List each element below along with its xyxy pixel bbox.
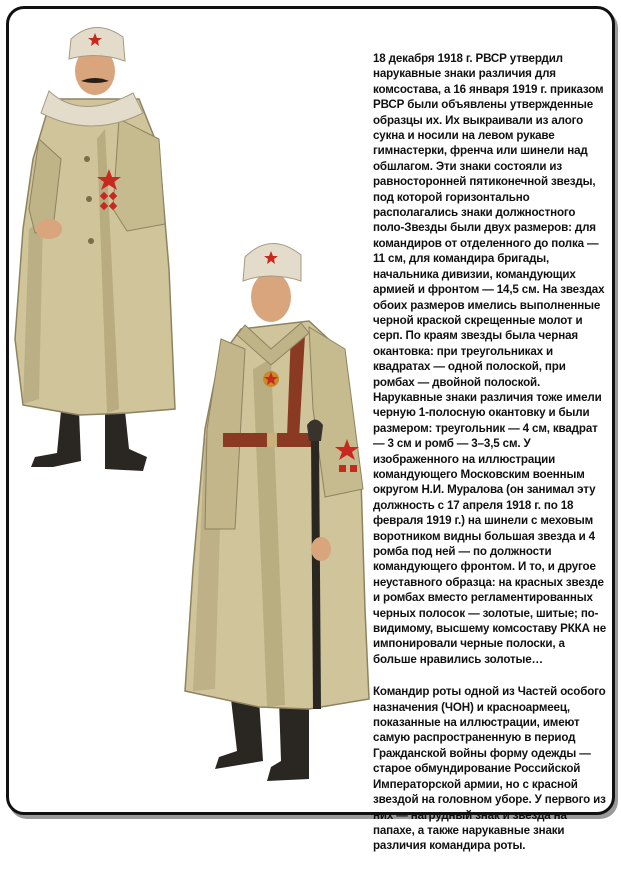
paragraph-insignia-history: 18 декабря 1918 г. РВСР утвердил нарукавные знаки различия для комсостава, а 16 января 1919 г. приказом РВСР были объявлены утвержденные образцы их. Их выкраивали из алого сукна и носили на левом рукаве гимнастерки, френча или шинели над обшлагом. Эти знаки состояли из равносторонней пятиконечной звезды, под которой горизонтально располагались знаки должностного поло-Звезды были двух размеров: для командиров от отделенного до полка — 11 см, для командира бригады, начальника дивизии, командующих армией и фронтом — 14,5 см. На звездах обоих размеров имелись выполненные черной краской скрещенные молот и серп. По краям звезды была черная окантовка: при треугольниках и квадратах — одной полоской, при ромбах — двойной полоской. Нарукавные знаки различия тоже имели черную 1-полосную окантовку и были размером: треугольник — 4 см, квадрат — 3 см и ромб — 3–3,5 см. У изображенного на иллюстрации командующего Московским военным округом Н.И. Муралова (он занимал эту должность с 17 апреля 1918 г. по 18 февраля 1919 г.) на шинели с меховым воротником видны большая звезда и 4 ромба под ней — по должности командующего фронтом. И то, и другое неуставного образца: на красных звезде и ромбах вместо регламентированных черных полосок — золотые, шитые; по-видимому, высшему комсоставу РККА не импонировали черные полоски, а больше нравились золотые… xyxy=(373,52,607,666)
paragraph-chon-commander: Командир роты одной из Частей особого назначения (ЧОН) и красноармеец, показанные на иллюстрации, имеют самую распространенную в период Гражданской войны форму одежды — старое обмундирование Российской Императорской армии, но с красной звездой на головном уборе. У первого из них — нагрудный знак и звезда на папахе, а также нарукавные знаки различия командира роты. xyxy=(373,685,606,853)
uniform-illustration xyxy=(9,9,389,812)
figure-company-commander xyxy=(185,243,369,781)
figure-muralov xyxy=(15,27,175,471)
article-text xyxy=(373,51,609,871)
page-frame xyxy=(6,6,615,853)
